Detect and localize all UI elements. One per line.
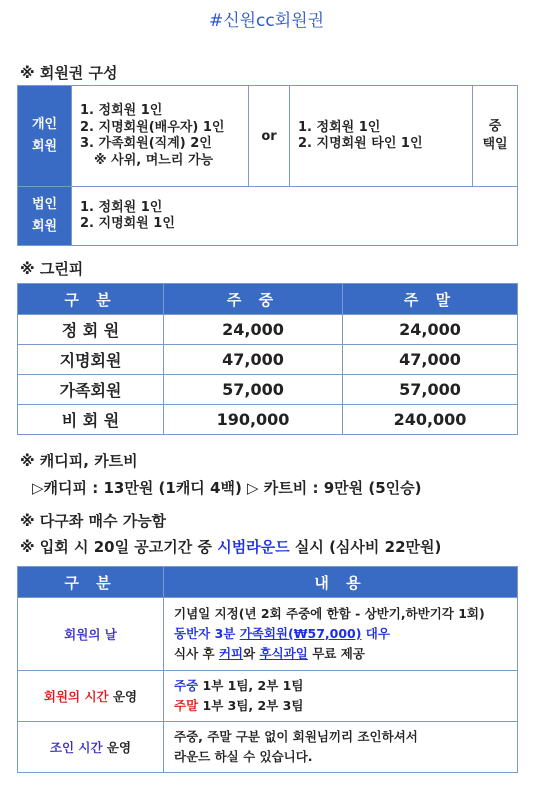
- or-divider: or: [249, 86, 290, 187]
- member-day-label: 회원의 날: [18, 598, 164, 671]
- header-weekday: 주 중: [164, 284, 343, 315]
- member-type: 정 회 원: [18, 315, 164, 345]
- member-day-content: 기념일 지정(년 2회 주중에 한함 - 상반기,하반기각 1회) 동반자 3분 가족회원(₩57,000) 대우 식사 후 커피와 후식과일 무료 제공: [164, 598, 518, 671]
- weekday-fee: 190,000: [164, 405, 343, 435]
- join-time-label: 조인 시간 운영: [18, 722, 164, 773]
- individual-row: [18, 86, 518, 187]
- member-time-label: 회원의 시간 운영: [18, 671, 164, 722]
- hashtag-title: #신원cc회원권: [208, 11, 325, 31]
- individual-option-b: 1. 정회원 1인 2. 지명회원 타인 1인: [290, 86, 473, 187]
- table-row: [18, 315, 518, 345]
- member-type: 지명회원: [18, 345, 164, 375]
- individual-option-a: 1. 정회원 1인 2. 지명회원(배우자) 1인 3. 가족회원(직계) 2인 ※ 사위, 며느리 가능: [72, 86, 249, 187]
- membership-table: [17, 85, 518, 246]
- member-type: 가족회원: [18, 375, 164, 405]
- weekend-fee: 240,000: [343, 405, 518, 435]
- weekend-fee: 47,000: [343, 345, 518, 375]
- individual-label: 개인 회원: [18, 86, 72, 187]
- multi-account-note: ※ 다구좌 매수 가능함: [20, 512, 167, 530]
- corporate-row: [18, 187, 518, 246]
- header-content: 내 용: [164, 567, 518, 598]
- greenfee-section-title: [20, 258, 83, 279]
- table-row: [18, 405, 518, 435]
- weekend-fee: 57,000: [343, 375, 518, 405]
- weekday-fee: 57,000: [164, 375, 343, 405]
- member-type: 비 회 원: [18, 405, 164, 435]
- caddie-title: ※ 캐디피, 카트비: [20, 452, 138, 470]
- caddie-detail: ▷캐디피 : 13만원 (1캐디 4백) ▷ 카트비 : 9만원 (5인승): [32, 479, 422, 497]
- header-category: 구 분: [18, 284, 164, 315]
- weekday-fee: 24,000: [164, 315, 343, 345]
- member-time-content: 주중 1부 1팀, 2부 1팀 주말 1부 3팀, 2부 3팀: [164, 671, 518, 722]
- choose-one-label: 중 택일: [473, 86, 518, 187]
- membership-title-text: 회원권 구성: [39, 64, 118, 82]
- operations-header-row: [18, 567, 518, 598]
- weekday-fee: 47,000: [164, 345, 343, 375]
- operations-table: [17, 566, 518, 773]
- table-row: [18, 345, 518, 375]
- reference-mark: ※: [20, 260, 35, 278]
- corporate-label: 법인 회원: [18, 187, 72, 246]
- join-time-row: [18, 722, 518, 773]
- corporate-items: 1. 정회원 1인 2. 지명회원 1인: [72, 187, 518, 246]
- trial-round-highlight: 시범라운드: [217, 538, 290, 556]
- member-day-row: [18, 598, 518, 671]
- join-time-content: 주중, 주말 구분 없이 회원님끼리 조인하셔서 라운드 하실 수 있습니다.: [164, 722, 518, 773]
- membership-section-title: [20, 62, 118, 83]
- greenfee-title-text: 그린피: [39, 260, 84, 278]
- table-row: [18, 375, 518, 405]
- header-category: 구 분: [18, 567, 164, 598]
- greenfee-header-row: [18, 284, 518, 315]
- header-weekend: 주 말: [343, 284, 518, 315]
- join-note: ※ 입회 시 20일 공고기간 중 시범라운드 실시 (심사비 22만원): [20, 538, 442, 556]
- reference-mark: ※: [20, 64, 35, 82]
- member-time-row: [18, 671, 518, 722]
- greenfee-table: [17, 283, 518, 435]
- relative-note: ※ 사위, 며느리 가능: [94, 152, 214, 168]
- weekend-fee: 24,000: [343, 315, 518, 345]
